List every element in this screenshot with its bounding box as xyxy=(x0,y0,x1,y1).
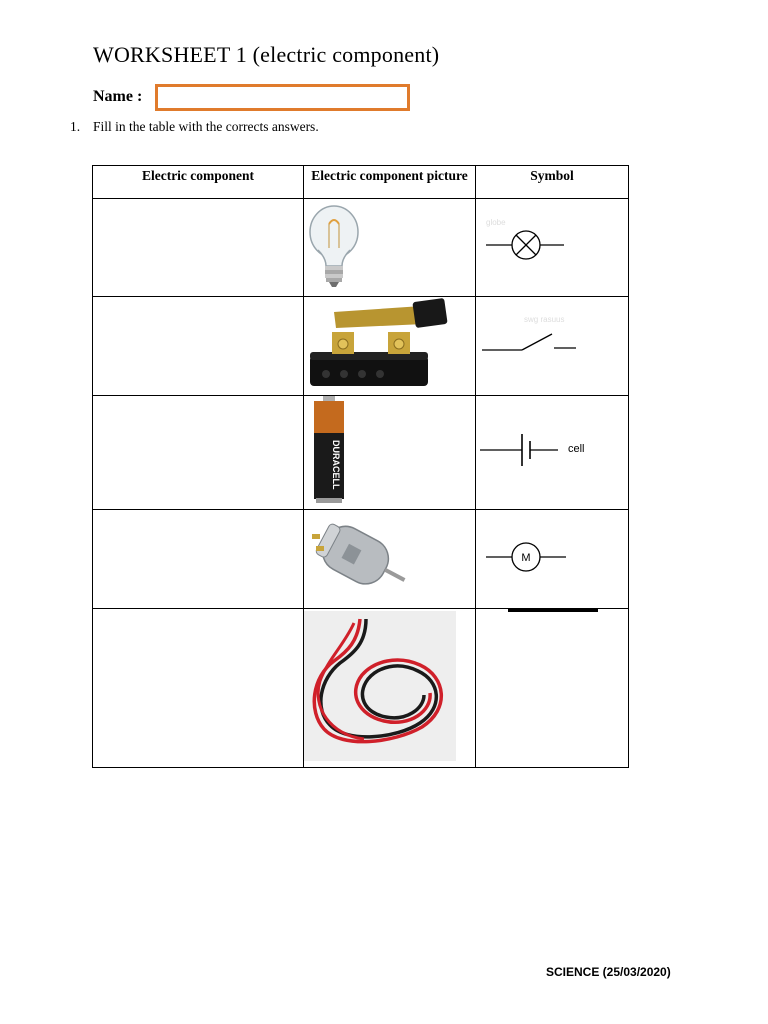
bulb-symbol-text: globe xyxy=(486,218,506,227)
answer-cell[interactable] xyxy=(93,199,304,297)
symbol-cell xyxy=(476,297,629,396)
motor-picture xyxy=(304,512,424,602)
table-row xyxy=(93,609,629,768)
table-row xyxy=(93,510,629,609)
table-row xyxy=(93,199,629,297)
wire-symbol xyxy=(508,608,598,612)
answer-cell[interactable] xyxy=(93,510,304,609)
header-component-picture: Electric component picture xyxy=(304,166,476,199)
answer-cell[interactable] xyxy=(93,297,304,396)
name-input[interactable] xyxy=(155,84,410,111)
bulb-symbol xyxy=(476,215,576,275)
motor-symbol-text: M xyxy=(521,551,531,564)
answer-cell[interactable] xyxy=(93,396,304,510)
instruction-number: 1. xyxy=(70,119,81,134)
picture-cell xyxy=(304,609,476,768)
switch-symbol-text: swg rasuus xyxy=(524,314,565,324)
instruction-text: Fill in the table with the corrects answers. xyxy=(93,119,319,134)
header-symbol: Symbol xyxy=(476,166,629,199)
light-bulb-picture xyxy=(304,202,364,288)
picture-cell xyxy=(304,510,476,609)
name-label: Name : xyxy=(93,88,143,105)
wire-picture xyxy=(304,611,456,761)
table-header-row xyxy=(93,166,629,199)
cell-symbol-text: cell xyxy=(568,443,585,455)
battery-picture xyxy=(304,396,354,504)
picture-cell xyxy=(304,199,476,297)
table-row xyxy=(93,297,629,396)
worksheet-title: WORKSHEET 1 (electric component) xyxy=(93,42,440,67)
knife-switch-picture xyxy=(304,298,454,390)
footer-label: SCIENCE (25/03/2020) xyxy=(546,965,671,979)
battery-brand-text: DURACELL xyxy=(331,440,341,490)
picture-cell xyxy=(304,396,476,510)
symbol-cell xyxy=(476,199,629,297)
symbol-cell xyxy=(476,396,629,510)
symbol-cell xyxy=(476,609,629,768)
symbol-cell xyxy=(476,510,629,609)
picture-cell xyxy=(304,297,476,396)
switch-symbol xyxy=(476,314,586,374)
motor-symbol xyxy=(476,532,576,582)
header-electric-component: Electric component xyxy=(93,166,304,199)
cell-symbol xyxy=(476,425,596,475)
component-table xyxy=(92,165,629,768)
answer-cell[interactable] xyxy=(93,609,304,768)
instruction xyxy=(70,119,319,135)
table-row xyxy=(93,396,629,510)
